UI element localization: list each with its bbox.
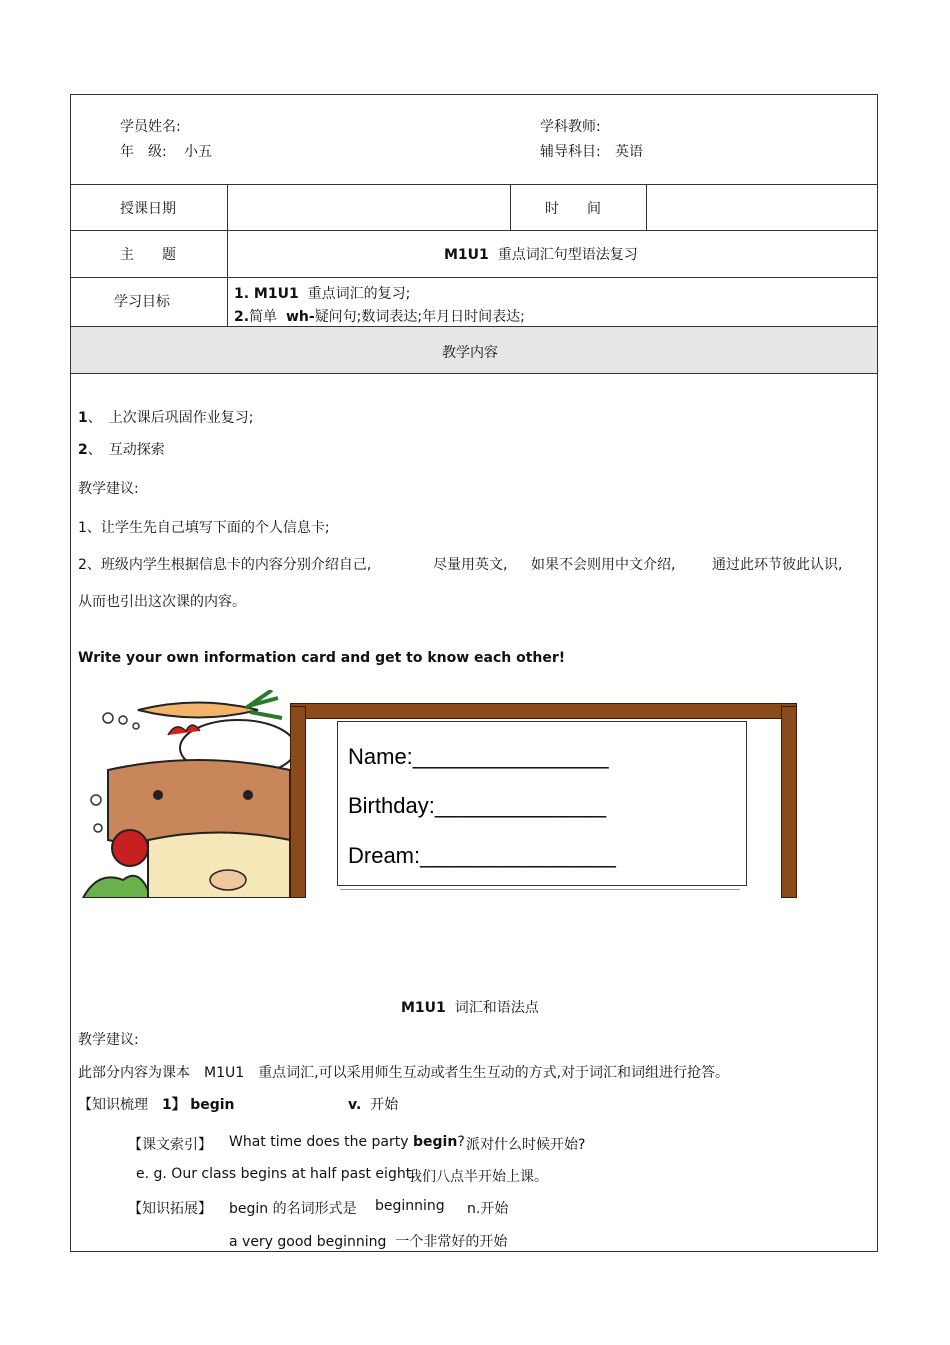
advice2-text: 此部分内容为课本 M1U1 重点词汇,可以采用师生互动或者生生互动的方式,对于词汇和词组进行抢答。 [78, 1065, 730, 1081]
topic-label: 主 题 [120, 247, 176, 263]
advice-2a: 2、班级内学生根据信息卡的内容分别介绍自己, [78, 557, 372, 573]
text-index-en [229, 1134, 465, 1150]
goal-label: 学习目标 [114, 294, 170, 310]
example-cn: 我们八点半开始上课。 [408, 1169, 548, 1185]
topic-title [444, 244, 638, 264]
text-index-bold: begin [413, 1134, 458, 1150]
expand-pos: n.开始 [467, 1201, 509, 1217]
card-frame-left [290, 706, 306, 898]
goal-1 [234, 283, 410, 303]
goal-1-text: 重点词汇的复习; [307, 286, 411, 302]
knowledge-1 [78, 1094, 235, 1114]
card-bottom-line [340, 889, 740, 890]
example-en: e. g. Our class begins at half past eight. [136, 1166, 416, 1182]
knowledge-1-label: 【知识梳理 [78, 1097, 162, 1113]
knowledge-1-meaning: 开始 [370, 1097, 399, 1113]
text-index-en-b: ? [457, 1134, 465, 1150]
knowledge-1-num: 1】 [162, 1097, 186, 1113]
goal-2 [234, 306, 525, 326]
advice-2b: 尽量用英文, [433, 557, 508, 573]
grade-value: 小五 [184, 144, 212, 160]
knowledge-1-def [348, 1094, 398, 1114]
expand-label: 【知识拓展】 [128, 1201, 212, 1217]
advice-label: 教学建议: [78, 481, 139, 497]
section-title-text: 词汇和语法点 [454, 1000, 539, 1016]
content-header: 教学内容 [442, 345, 498, 361]
table-divider [70, 373, 878, 374]
advice-1: 1、让学生先自己填写下面的个人信息卡; [78, 520, 330, 536]
text-index-label: 【课文索引】 [128, 1137, 212, 1153]
item-2-text: 、 互动探索 [87, 442, 165, 458]
expand-text: begin 的名词形式是 [229, 1201, 357, 1217]
subject-value: 英语 [615, 144, 643, 160]
item-1 [78, 407, 253, 427]
card-instruction: Write your own information card and get to know each other! [78, 650, 566, 666]
card-dream-field[interactable]: Dream:________________ [348, 843, 616, 868]
student-name-label: 学员姓名: [120, 119, 181, 135]
advice-2e: 从而也引出这次课的内容。 [78, 594, 246, 610]
table-divider [70, 230, 878, 231]
table-divider [70, 184, 878, 185]
date-label: 授课日期 [120, 201, 176, 217]
topic-code: M1U1 [444, 247, 489, 263]
text-index-en-a: What time does the party [229, 1134, 409, 1150]
item-1-text: 、 上次课后巩固作业复习; [87, 410, 254, 426]
advice-2c: 如果不会则用中文介绍, [531, 557, 676, 573]
phrase-cn: 一个非常好的开始 [395, 1234, 508, 1250]
section-code: M1U1 [401, 1000, 446, 1016]
time-label: 时 间 [545, 201, 601, 217]
goal-2-text-b: 疑问句;数词表达;年月日时间表达; [314, 309, 525, 325]
carrot-icon [138, 703, 258, 718]
card-birthday-field[interactable]: Birthday:______________ [348, 793, 607, 818]
card-frame-top [290, 703, 797, 719]
expand-word: beginning [375, 1198, 445, 1214]
table-column-divider [510, 184, 511, 230]
card-frame-right [781, 706, 797, 898]
item-1-num: 1 [78, 410, 88, 426]
section-title [401, 997, 539, 1017]
card-name-field[interactable]: Name:________________ [348, 744, 609, 769]
goal-2-bold: wh- [285, 309, 315, 325]
advice2-label: 教学建议: [78, 1032, 139, 1048]
tomato-icon [112, 830, 148, 866]
phrase-en: a very good beginning [229, 1234, 387, 1250]
text-index-cn: 派对什么时候开始? [466, 1137, 586, 1153]
goal-1-num: 1. M1U1 [234, 286, 299, 302]
phrase [229, 1231, 507, 1251]
knowledge-1-word: begin [190, 1097, 235, 1113]
knowledge-1-pos: v. [348, 1097, 362, 1113]
lettuce-icon [83, 876, 148, 898]
teacher-label: 学科教师: [540, 119, 601, 135]
goal-2-text-a: 简单 [249, 309, 278, 325]
item-2 [78, 439, 165, 459]
topic-text: 重点词汇句型语法复习 [497, 247, 638, 263]
item-2-num: 2 [78, 442, 88, 458]
table-divider [70, 277, 878, 278]
table-column-divider [227, 184, 228, 326]
grade-label: 年 级: [120, 144, 167, 160]
table-divider [70, 326, 878, 327]
subject-label: 辅导科目: [540, 144, 601, 160]
advice-2d: 通过此环节彼此认识, [712, 557, 843, 573]
animals-illustration [78, 690, 300, 898]
table-column-divider [646, 184, 647, 230]
goal-2-num: 2. [234, 309, 250, 325]
